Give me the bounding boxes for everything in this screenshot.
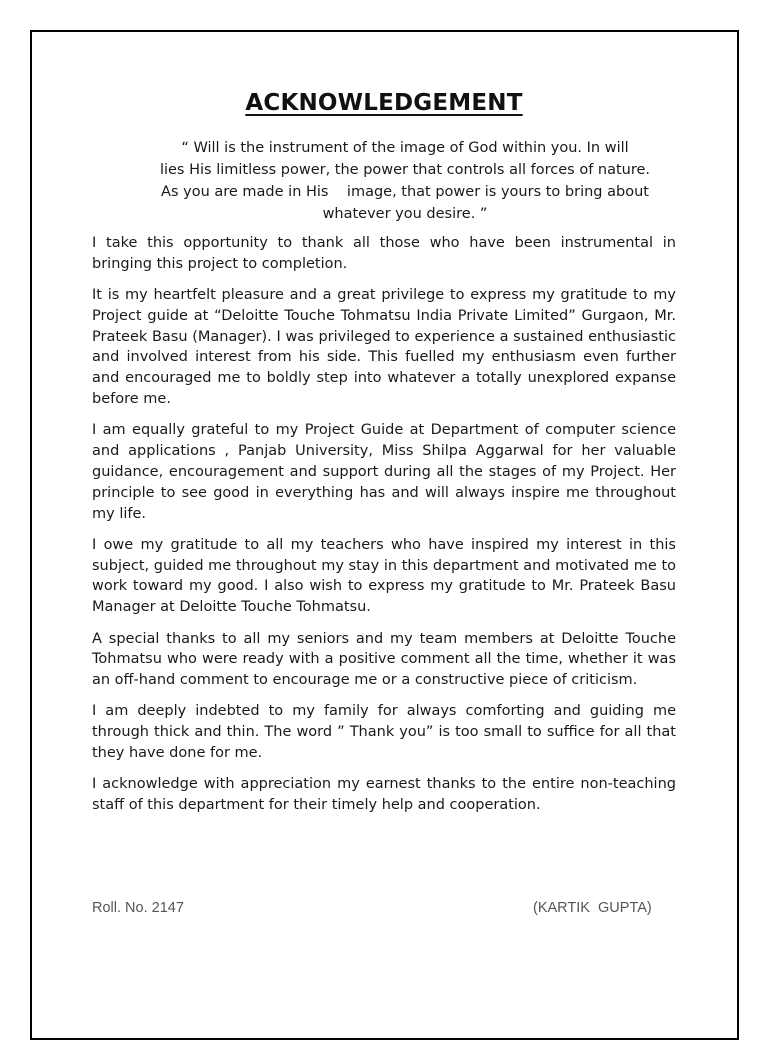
roll-number: Roll. No. 2147 bbox=[92, 900, 184, 916]
page-title: ACKNOWLEDGEMENT bbox=[245, 90, 523, 116]
body-paragraph: I acknowledge with appreciation my earnest thanks to the entire non-teaching staff of this department for their timely help and cooperation. bbox=[92, 776, 676, 814]
epigraph-quote bbox=[130, 137, 680, 225]
body-paragraph: I owe my gratitude to all my teachers who have inspired my interest in this subject, guided me throughout my stay in this department and motivated me to work toward my good. I also wish to express my gratitude to Mr. Prateek Basu Manager at Deloitte Touche Tohmatsu. bbox=[92, 536, 676, 616]
acknowledgement-body bbox=[92, 233, 676, 826]
body-paragraph: A special thanks to all my seniors and my team members at Deloitte Touche Tohmatsu who were ready with a positive comment all the time, whether it was an off-hand comment to encourage me or a constructive piece of criticism. bbox=[92, 630, 676, 689]
signature-name: (KARTIK GUPTA) bbox=[533, 900, 652, 916]
body-paragraph: It is my heartfelt pleasure and a great privilege to express my gratitude to my Project guide at “Deloitte Touche Tohmatsu India Private Limited” Gurgaon, Mr. Prateek Basu (Manager). I was privileged to experience a sustained enthusiastic and involved interest from his side. This fuelled my enthusiasm even further and encouraged me to boldly step into whatever a totally unexplored expanse before me. bbox=[92, 287, 676, 408]
body-paragraph: I take this opportunity to thank all those who have been instrumental in bringing this project to completion. bbox=[92, 235, 676, 272]
quote-line: As you are made in His image, that power is yours to bring about bbox=[161, 184, 649, 200]
quote-line: whatever you desire. ” bbox=[322, 206, 488, 222]
quote-line: lies His limitless power, the power that controls all forces of nature. bbox=[159, 162, 651, 178]
body-paragraph: I am equally grateful to my Project Guide at Department of computer science and applications , Panjab University, Miss Shilpa Aggarwal for her valuable guidance, encouragement and support during all the stages of my Project. Her principle to see good in everything has and will always inspire me throughout my life. bbox=[92, 422, 676, 522]
body-paragraph: I am deeply indebted to my family for always comforting and guiding me through thick and thin. The word ” Thank you” is too small to suffice for all that they have done for me. bbox=[92, 703, 676, 762]
quote-line: “ Will is the instrument of the image of God within you. In will bbox=[181, 140, 629, 156]
